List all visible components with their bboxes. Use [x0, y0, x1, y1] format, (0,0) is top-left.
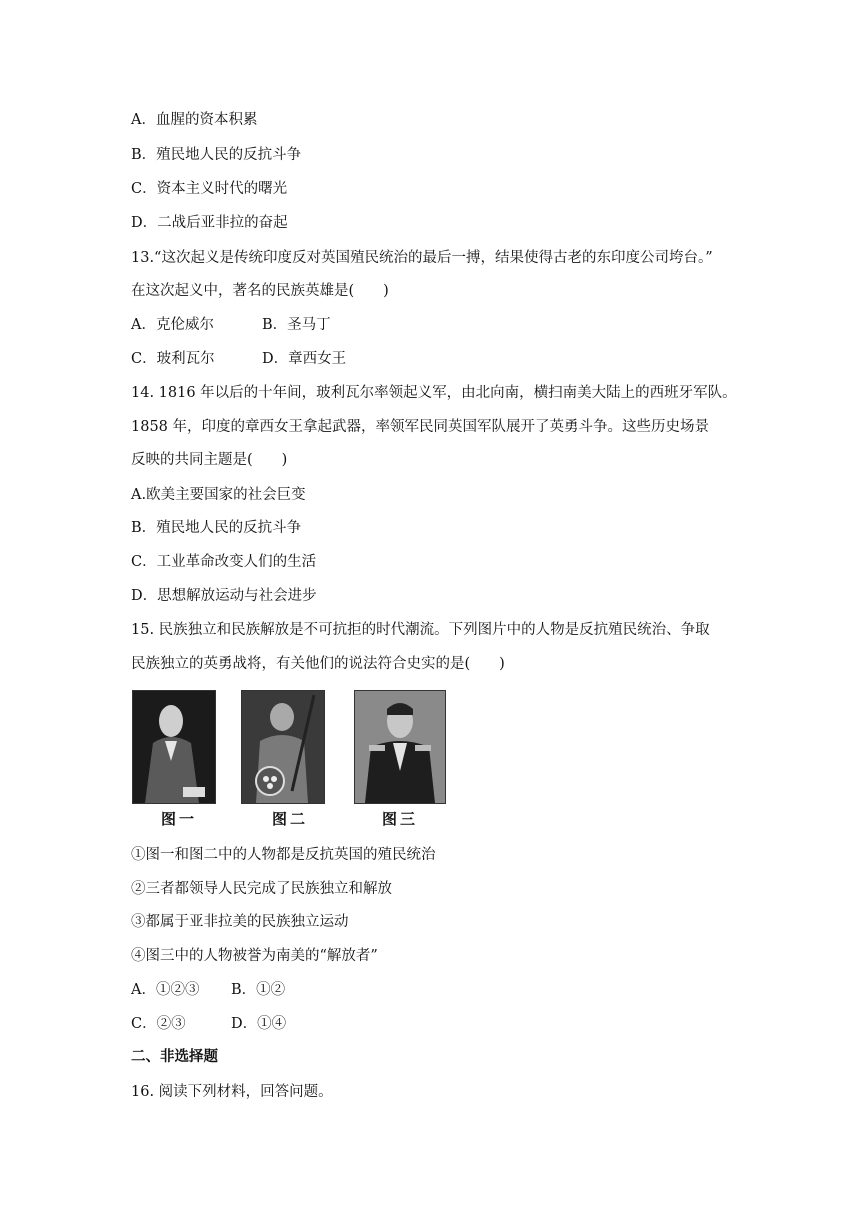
q13-option-d: D．章西女王: [262, 351, 347, 367]
q12-option-b: B．殖民地人民的反抗斗争: [131, 147, 302, 163]
q15-stem-line2: 民族独立的英勇战将，有关他们的说法符合史实的是( ): [131, 656, 505, 672]
q13-stem-line2: 在这次起义中，著名的民族英雄是( ): [131, 283, 389, 299]
q14-stem-line1: 14. 1816 年以后的十年间，玻利瓦尔率领起义军，由北向南，横扫南美大陆上的西班牙军队。: [131, 385, 737, 401]
q15-statement-4: ④图三中的人物被誉为南美的“解放者”: [131, 948, 378, 964]
portrait-image-2: [241, 690, 325, 804]
q14-option-c: C．工业革命改变人们的生活: [131, 554, 317, 570]
q15-stem-line1: 15. 民族独立和民族解放是不可抗拒的时代潮流。下列图片中的人物是反抗殖民统治、争取: [131, 622, 710, 638]
q12-option-a: A．血腥的资本积累: [131, 112, 258, 128]
q14-option-a: A.欧美主要国家的社会巨变: [131, 487, 306, 503]
caption-figure-1: 图一: [161, 810, 198, 828]
q15-statement-1: ①图一和图二中的人物都是反抗英国的殖民统治: [131, 847, 436, 863]
q13-option-a: A．克伦威尔: [131, 317, 214, 333]
caption-figure-2: 图二: [272, 810, 309, 828]
q15-option-d: D．①④: [231, 1016, 287, 1032]
q13-option-c: C．玻利瓦尔: [131, 351, 215, 367]
q16-stem: 16. 阅读下列材料，回答问题。: [131, 1084, 333, 1100]
q15-statement-2: ②三者都领导人民完成了民族独立和解放: [131, 881, 392, 897]
q15-option-a: A．①②③: [131, 982, 200, 998]
q13-option-b: B．圣马丁: [262, 317, 331, 333]
q14-stem-line3: 反映的共同主题是( ): [131, 452, 288, 468]
q15-option-c: C．②③: [131, 1016, 186, 1032]
q15-statement-3: ③都属于亚非拉美的民族独立运动: [131, 914, 349, 930]
q13-stem-line1: 13.“这次起义是传统印度反对英国殖民统治的最后一搏，结果使得古老的东印度公司垮台。”: [131, 250, 713, 266]
q14-stem-line2: 1858 年，印度的章西女王拿起武器，率领军民同英国军队展开了英勇斗争。这些历史场景: [131, 419, 710, 435]
portrait-image-3: [354, 690, 446, 804]
q12-option-c: C．资本主义时代的曙光: [131, 181, 288, 197]
q14-option-b: B．殖民地人民的反抗斗争: [131, 520, 302, 536]
caption-figure-3: 图三: [382, 810, 419, 828]
section-title: 二、非选择题: [131, 1049, 218, 1065]
q12-option-d: D．二战后亚非拉的奋起: [131, 215, 288, 231]
q15-option-b: B．①②: [231, 982, 286, 998]
portrait-image-1: [132, 690, 216, 804]
q14-option-d: D．思想解放运动与社会进步: [131, 588, 317, 604]
